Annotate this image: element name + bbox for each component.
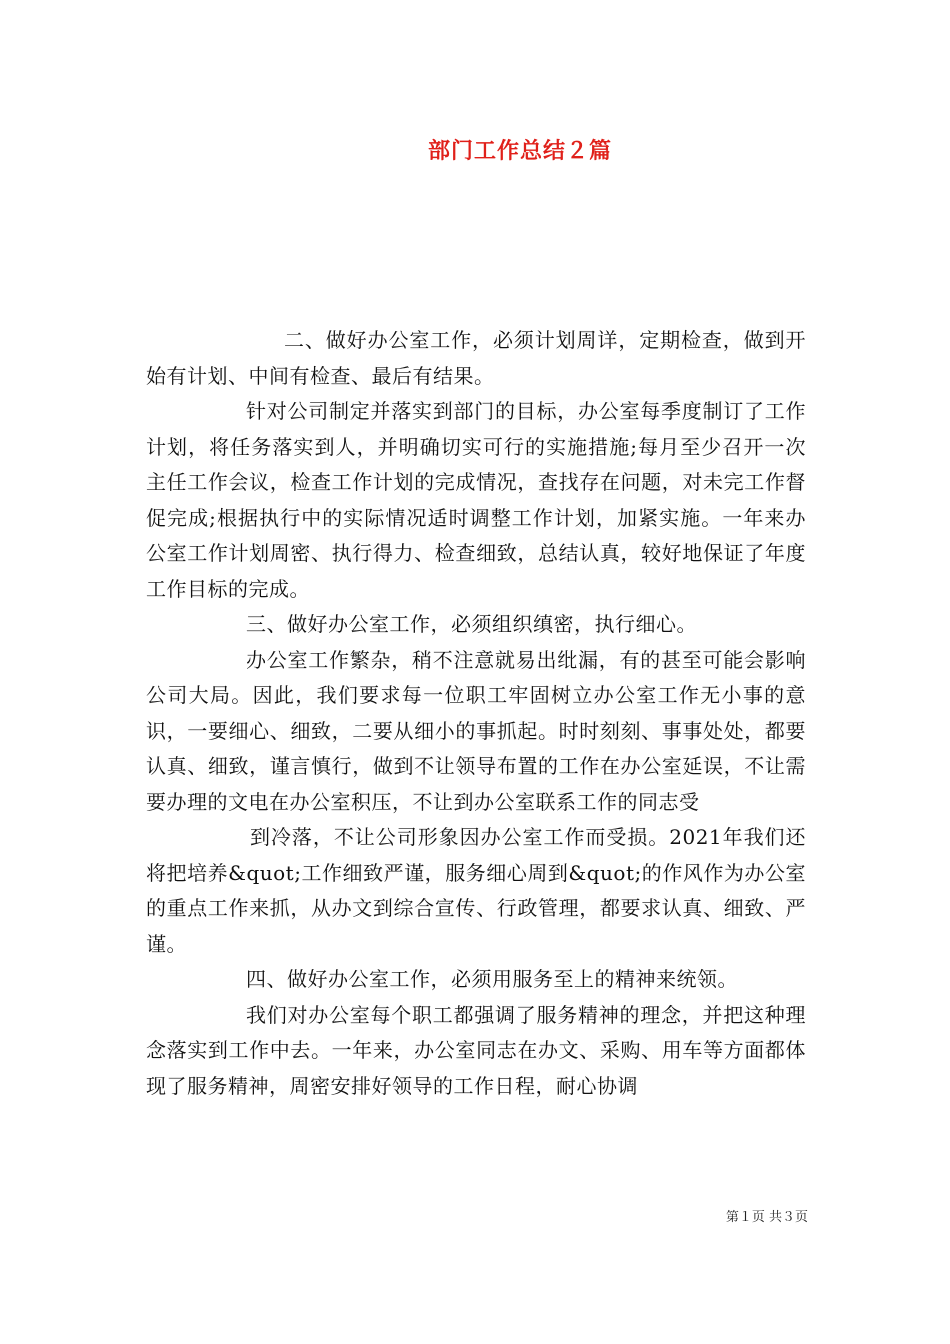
paragraph-attention-to-detail: 办公室工作繁杂，稍不注意就易出纰漏，有的甚至可能会影响公司大局。因此，我们要求每一位职工牢固树立办公室工作无小事的意识，一要细心、细致，二要从细小的事抓起。时时刻刻、事事处处，都要认真、细致，谨言慎行，做到不让领导布置的工作在办公室延误，不让需要办理的文电在办公室积压，不让到办公室联系工作的同志受 bbox=[146, 647, 806, 814]
paragraph-work-style: 到冷落，不让公司形象因办公室工作而受损。2021年我们还将把培养&quot;工作细致严谨，服务细心周到&quot;的作风作为办公室的重点工作来抓，从办文到综合宣传、行政管理，都要求认真、细致、严谨。 bbox=[146, 825, 806, 956]
paragraph-section-four-heading: 四、做好办公室工作，必须用服务至上的精神来统领。 bbox=[246, 967, 738, 991]
page-title: 部门工作总结２篇 bbox=[427, 139, 612, 164]
paragraph-section-three-heading: 三、做好办公室工作，必须组织缜密，执行细心。 bbox=[246, 612, 697, 636]
body-text bbox=[146, 323, 806, 1104]
page-number: 第１页 共３页 bbox=[725, 1210, 808, 1225]
paragraph-section-two-heading: 二、做好办公室工作，必须计划周详，定期检查，做到开始有计划、中间有检查、最后有结果。 bbox=[146, 328, 806, 388]
paragraph-planning: 针对公司制定并落实到部门的目标，办公室每季度制订了工作计划，将任务落实到人，并明确切实可行的实施措施;每月至少召开一次主任工作会议，检查工作计划的完成情况，查找存在问题，对未完工作督促完成;根据执行中的实际情况适时调整工作计划，加紧实施。一年来办公室工作计划周密、执行得力、检查细致，总结认真，较好地保证了年度工作目标的完成。 bbox=[146, 399, 806, 601]
paragraph-service-spirit: 我们对办公室每个职工都强调了服务精神的理念，并把这种理念落实到工作中去。一年来，办公室同志在办文、采购、用车等方面都体现了服务精神，周密安排好领导的工作日程，耐心协调 bbox=[146, 1002, 806, 1098]
